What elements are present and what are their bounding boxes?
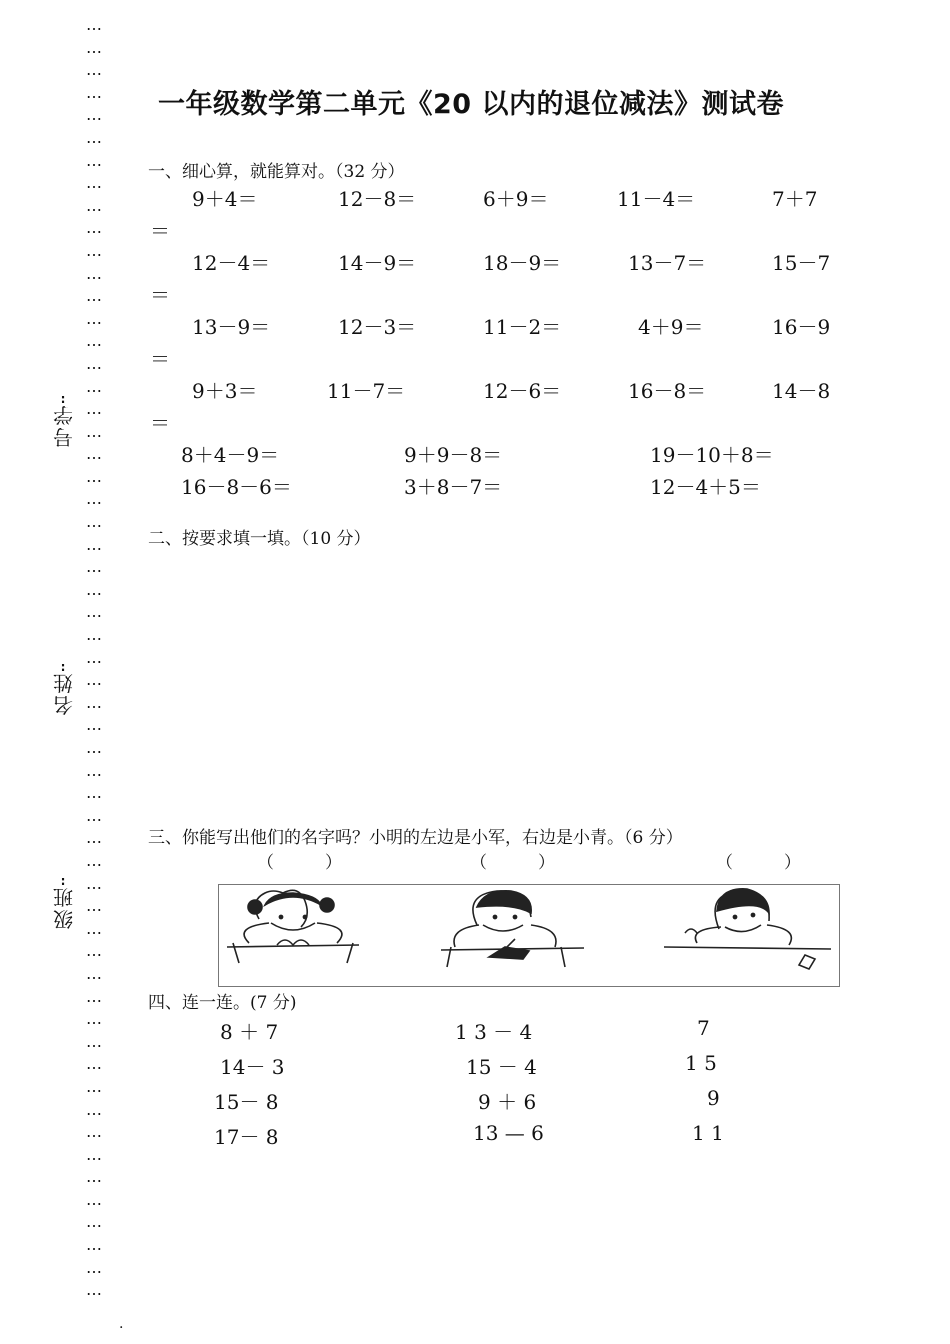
margin-dot: …: [86, 738, 101, 757]
margin-dot: …: [86, 173, 101, 193]
margin-dot: …: [86, 1144, 101, 1164]
right-child-face: [725, 925, 761, 932]
girl-hair-bun-right: [320, 898, 334, 912]
equation: 9＋3＝: [192, 379, 258, 403]
match-item[interactable]: 1 3 － 4: [455, 1020, 533, 1044]
margin-dot: …: [86, 15, 101, 34]
margin-dot: …: [86, 1212, 101, 1232]
margin-dot: …: [86, 60, 101, 80]
name-blank[interactable]: （ ）: [257, 853, 342, 873]
margin-dot: …: [86, 421, 101, 441]
boy-eye: [493, 915, 496, 918]
margin-dot: …: [86, 150, 101, 170]
equation: 18－9＝: [483, 251, 562, 275]
margin-dot: …: [86, 127, 101, 147]
margin-dot: …: [86, 783, 101, 803]
margin-dot: …: [86, 1257, 101, 1277]
equation: 7＋7: [772, 187, 818, 211]
children-drawing: [219, 885, 839, 986]
margin-dot: …: [86, 692, 101, 712]
margin-dot: …: [86, 489, 101, 509]
label-text: 级班: [53, 885, 73, 931]
section1-heading: 一、细心算，就能算对。（32 分）: [148, 162, 405, 182]
margin-dot: …: [86, 1054, 101, 1074]
margin-dot: …: [86, 82, 101, 102]
right-child-arms: [695, 925, 791, 945]
colon-mark: :: [60, 874, 66, 888]
margin-dot: …: [86, 805, 101, 825]
margin-dot: …: [86, 579, 101, 599]
equation: 9＋4＝: [192, 187, 258, 211]
colon-mark: :: [60, 392, 66, 406]
equation: 15－7: [772, 251, 831, 275]
margin-dot: …: [86, 760, 101, 780]
margin-dot: …: [86, 986, 101, 1006]
girl-eye: [303, 915, 306, 918]
name-blank[interactable]: （ ）: [470, 853, 555, 873]
boy-face: [483, 925, 523, 931]
margin-dot: …: [86, 240, 101, 260]
equation: 12－6＝: [483, 379, 562, 403]
equation: 11－4＝: [617, 187, 696, 211]
mixed-equation: 12－4＋5＝: [650, 475, 761, 499]
margin-dot: …: [86, 331, 101, 351]
margin-dot: …: [86, 1076, 101, 1096]
right-child-eye: [733, 915, 736, 918]
equation: 14－8: [772, 379, 831, 403]
binding-margin-dots: [86, 14, 110, 1302]
mixed-equation: 19－10＋8＝: [650, 443, 774, 467]
equation: 12－8＝: [338, 187, 417, 211]
girl-hair: [265, 893, 321, 905]
equals-sign: ＝: [150, 411, 170, 435]
margin-dot: …: [86, 1167, 101, 1187]
margin-dot: …: [86, 715, 101, 735]
mixed-equation: 16－8－6＝: [181, 475, 292, 499]
right-child-eye: [751, 913, 754, 916]
margin-dot: …: [86, 828, 101, 848]
margin-dot: …: [86, 850, 101, 870]
student-name-label: [52, 662, 74, 716]
match-item[interactable]: 14－ 3: [220, 1055, 285, 1079]
equation: 11－7＝: [327, 379, 406, 403]
margin-dot: …: [86, 896, 101, 916]
margin-dot: …: [86, 218, 101, 238]
right-child-hand: [685, 929, 697, 933]
equation: 12－4＝: [192, 251, 271, 275]
equation: 16－8＝: [628, 379, 707, 403]
equation: 11－2＝: [483, 315, 562, 339]
equation: 14－9＝: [338, 251, 417, 275]
margin-dot: …: [86, 1009, 101, 1029]
match-item[interactable]: 17－ 8: [214, 1125, 279, 1149]
match-item[interactable]: 9 ＋ 6: [478, 1090, 537, 1114]
equation: 6＋9＝: [483, 187, 549, 211]
match-item[interactable]: 15 － 4: [466, 1055, 537, 1079]
section4-heading: 四、连一连。(7 分): [148, 993, 297, 1013]
match-answer[interactable]: 1 5: [685, 1051, 717, 1075]
margin-dot: …: [86, 963, 101, 983]
margin-dot: …: [86, 105, 101, 125]
margin-dot: …: [86, 376, 101, 396]
equation: 13－9＝: [192, 315, 271, 339]
section2-heading: 二、按要求填一填。（10 分）: [148, 529, 371, 549]
margin-dot: …: [86, 941, 101, 961]
right-child-hair: [717, 889, 769, 913]
margin-dot: …: [86, 353, 101, 373]
margin-dot: …: [86, 1031, 101, 1051]
equals-sign: ＝: [150, 347, 170, 371]
margin-dot: …: [86, 918, 101, 938]
girl-hair-bun-left: [248, 900, 262, 914]
girl-hands: [277, 940, 309, 945]
margin-dot: …: [86, 557, 101, 577]
section3-heading: 三、你能写出他们的名字吗？小明的左边是小军，右边是小青。（6 分）: [148, 828, 683, 848]
right-child-object: [799, 955, 815, 969]
label-text: 名姓: [53, 671, 73, 717]
equation: 16－9: [772, 315, 831, 339]
equals-sign: ＝: [150, 283, 170, 307]
margin-dot: …: [86, 308, 101, 328]
margin-dot: …: [86, 1189, 101, 1209]
page-title: 一年级数学第二单元《20 以内的退位减法》测试卷: [158, 89, 784, 120]
table-line: [227, 945, 831, 950]
margin-dot: …: [86, 37, 101, 57]
margin-dot: …: [86, 1280, 101, 1300]
margin-dot: …: [86, 195, 101, 215]
margin-dot: …: [86, 602, 101, 622]
mixed-equation: 9＋9－8＝: [404, 443, 503, 467]
margin-dot: …: [86, 1099, 101, 1119]
match-item[interactable]: 13 — 6: [473, 1121, 544, 1145]
margin-dot: …: [86, 873, 101, 893]
margin-dot: …: [86, 534, 101, 554]
margin-dot: …: [86, 647, 101, 667]
student-number-label: [52, 394, 74, 448]
name-blank[interactable]: （ ）: [716, 853, 801, 873]
margin-dot: …: [86, 625, 101, 645]
margin-dot: …: [86, 263, 101, 283]
equation: 4＋9＝: [638, 315, 704, 339]
match-answer[interactable]: 7: [697, 1016, 710, 1040]
margin-dot: …: [86, 670, 101, 690]
mixed-equation: 3＋8－7＝: [404, 475, 503, 499]
match-item[interactable]: 15－ 8: [214, 1090, 279, 1114]
colon-mark: :: [60, 660, 66, 674]
girl-arms: [244, 923, 342, 943]
class-label: [52, 876, 74, 930]
match-answer[interactable]: 9: [707, 1086, 720, 1110]
mixed-equation: 8＋4－9＝: [181, 443, 280, 467]
equals-sign: ＝: [150, 219, 170, 243]
margin-dot: …: [86, 444, 101, 464]
margin-dot: …: [86, 399, 101, 419]
girl-face: [271, 923, 315, 930]
boy-arms: [454, 925, 556, 947]
trailing-dot: .: [119, 1316, 124, 1332]
match-item[interactable]: 8 ＋ 7: [220, 1020, 279, 1044]
children-illustration: [218, 884, 840, 987]
match-answer[interactable]: 1 1: [692, 1121, 724, 1145]
equation: 12－3＝: [338, 315, 417, 339]
girl-eye: [279, 915, 282, 918]
equation: 13－7＝: [628, 251, 707, 275]
label-text: 号学: [53, 403, 73, 449]
boy-eye: [513, 915, 516, 918]
margin-dot: …: [86, 1122, 101, 1142]
margin-dot: …: [86, 286, 101, 306]
margin-dot: …: [86, 466, 101, 486]
margin-dot: …: [86, 512, 101, 532]
margin-dot: …: [86, 1235, 101, 1255]
